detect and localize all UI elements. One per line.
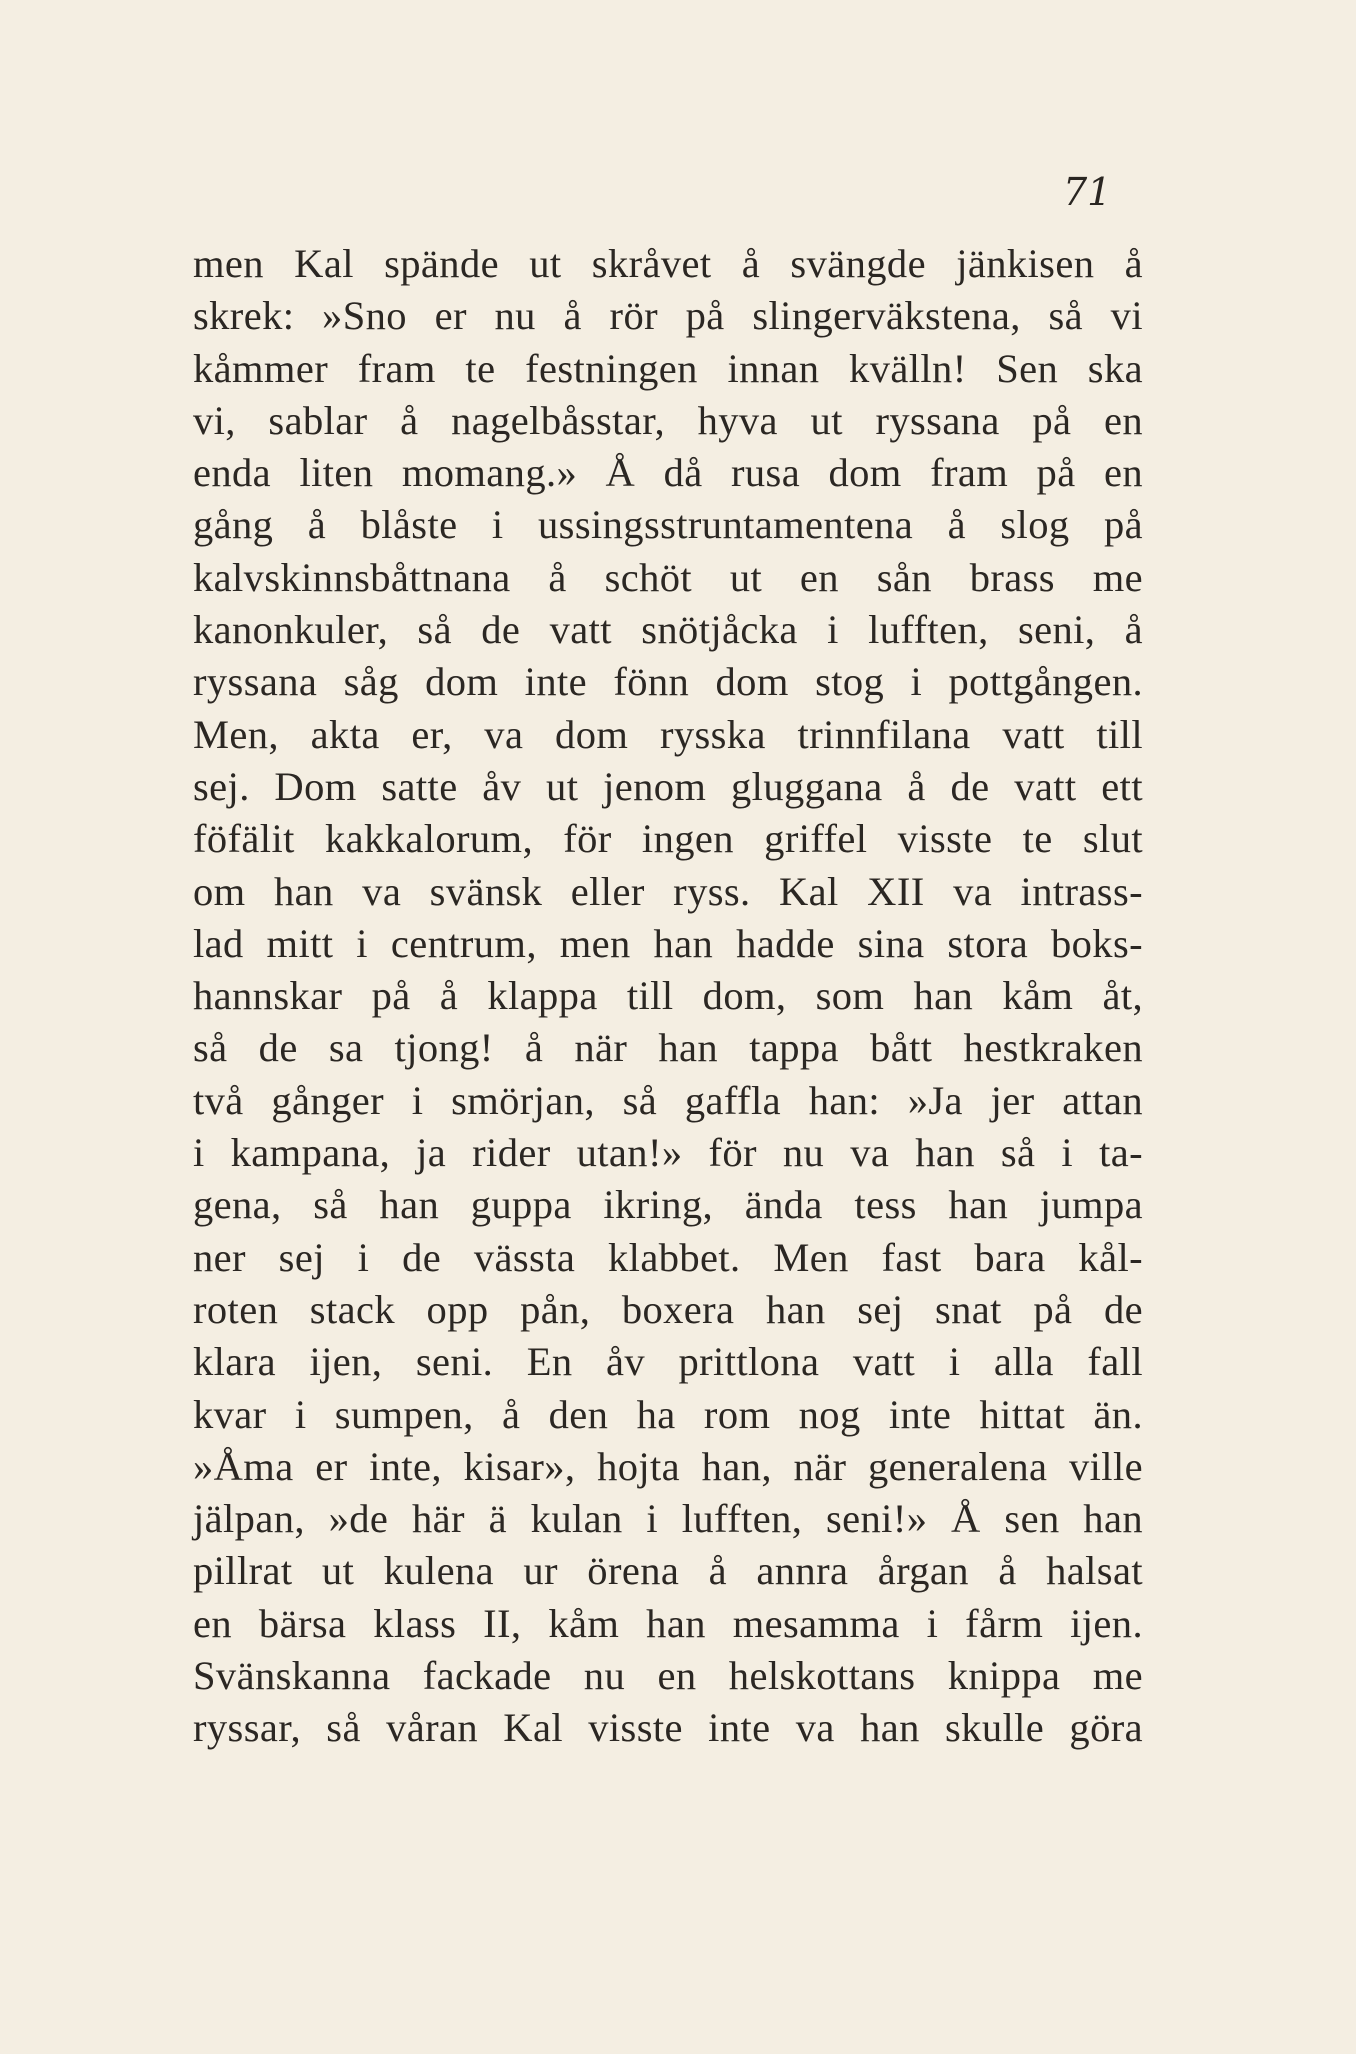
- text-line: sej. Dom satte åv ut jenom gluggana å de vatt ett: [193, 763, 1143, 809]
- text-line: ryssana såg dom inte fönn dom stog i pottgången.: [193, 659, 1143, 705]
- text-line: »Åma er inte, kisar», hojta han, när generalena ville: [193, 1443, 1143, 1489]
- text-line: ryssar, så våran Kal visste inte va han skulle göra: [193, 1705, 1143, 1751]
- text-line: kanonkuler, så de vatt snötjåcka i lufften, seni, å: [193, 607, 1143, 653]
- text-line: i kampana, ja rider utan!» för nu va han så i ta-: [193, 1130, 1143, 1176]
- text-line: två gånger i smörjan, så gaffla han: »Ja jer attan: [193, 1077, 1143, 1123]
- text-line: vi, sablar å nagelbåsstar, hyva ut ryssana på en: [193, 397, 1143, 443]
- text-line: Svänskanna fackade nu en helskottans knippa me: [193, 1653, 1143, 1699]
- text-line: en bärsa klass II, kåm han mesamma i fårm ijen.: [193, 1600, 1143, 1646]
- text-line: enda liten momang.» Å då rusa dom fram på en: [193, 450, 1143, 496]
- text-line: ner sej i de vässta klabbet. Men fast bara kål-: [193, 1234, 1143, 1280]
- body-text: [193, 238, 1143, 1755]
- text-line: kalvskinnsbåttnana å schöt ut en sån brass me: [193, 554, 1143, 600]
- text-line: lad mitt i centrum, men han hadde sina stora boks-: [193, 920, 1143, 966]
- text-line: hannskar på å klappa till dom, som han kåm åt,: [193, 973, 1143, 1019]
- page-number: 71: [1063, 170, 1112, 214]
- text-line: pillrat ut kulena ur örena å annra årgan å halsat: [193, 1548, 1143, 1594]
- text-line: roten stack opp pån, boxera han sej snat på de: [193, 1286, 1143, 1332]
- text-line: kvar i sumpen, å den ha rom nog inte hittat än.: [193, 1391, 1143, 1437]
- text-line: jälpan, »de här ä kulan i lufften, seni!» Å sen han: [193, 1496, 1143, 1542]
- text-line: skrek: »Sno er nu å rör på slingerväkstena, så vi: [193, 293, 1143, 339]
- text-line: kåmmer fram te festningen innan kvälln! Sen ska: [193, 345, 1143, 391]
- text-line: föfälit kakkalorum, för ingen griffel visste te slut: [193, 816, 1143, 862]
- text-line: gång å blåste i ussingsstruntamentena å slog på: [193, 502, 1143, 548]
- text-line: om han va svänsk eller ryss. Kal XII va intrass-: [193, 868, 1143, 914]
- text-line: så de sa tjong! å när han tappa bått hestkraken: [193, 1025, 1143, 1071]
- text-line: Men, akta er, va dom rysska trinnfilana vatt till: [193, 711, 1143, 757]
- text-line: gena, så han guppa ikring, ända tess han jumpa: [193, 1182, 1143, 1228]
- text-line: men Kal spände ut skråvet å svängde jänkisen å: [193, 241, 1143, 286]
- text-line: klara ijen, seni. En åv prittlona vatt i alla fall: [193, 1339, 1143, 1385]
